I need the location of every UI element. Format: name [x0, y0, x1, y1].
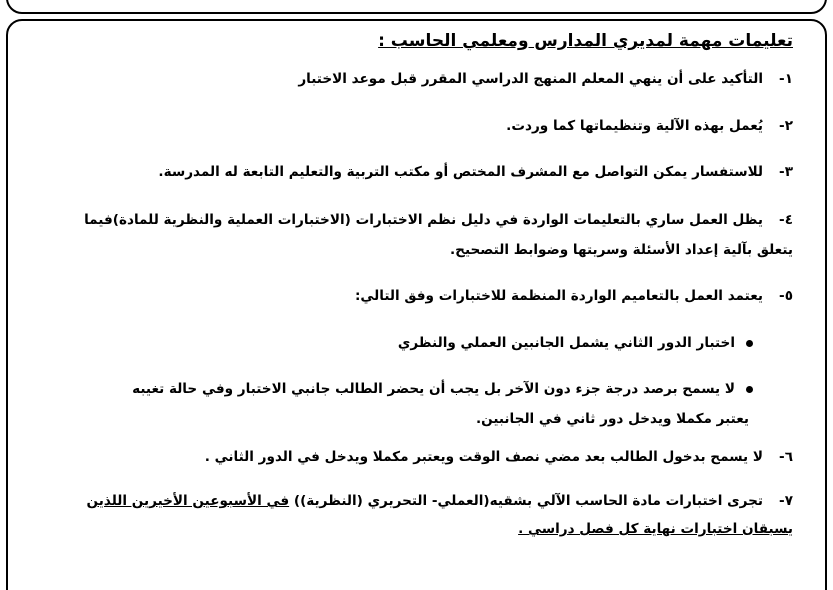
bullet-text-line-1: لا يسمح برصد درجة جزء دون الآخر بل يجب أن يحضر الطالب جانبي الاختبار وفي حالة تغيبه — [132, 381, 735, 397]
item-number: ٥- — [779, 288, 793, 304]
instruction-item-1 — [34, 66, 793, 92]
item-text: للاستفسار يمكن التواصل مع المشرف المختص أو مكتب التربية والتعليم التابعة له المدرسة. — [158, 164, 763, 180]
item-text-underlined: في الأسبوعين الأخيرين اللذين — [86, 493, 290, 509]
page-title: تعليمات مهمة لمديري المدارس ومعلمي الحاسب : — [378, 31, 793, 51]
top-border-frame — [6, 0, 827, 14]
item-text: يعتمد العمل بالتعاميم الواردة المنظمة للاختبارات وفق التالي: — [354, 288, 763, 304]
bullet-item-1 — [34, 330, 793, 356]
instructions-content — [34, 24, 793, 590]
bullet-icon — [746, 340, 753, 347]
instruction-item-5 — [34, 283, 793, 309]
item-number: ٤- — [779, 212, 793, 228]
item-text: لا يسمح بدخول الطالب بعد مضي نصف الوقت ويعتبر مكملا ويدخل في الدور الثاني . — [204, 449, 763, 465]
instruction-item-2 — [34, 113, 793, 139]
item-text-line-1: يظل العمل ساري بالتعليمات الواردة في دليل نظم الاختبارات (الاختبارات العملية والنظرية للمادة)فيما — [84, 212, 763, 228]
item-text-line-2: يسبقان اختبارات نهاية كل فصل دراسي . — [518, 521, 793, 537]
item-text-line-2: يتعلق بآلية إعداد الأسئلة وسريتها وضوابط التصحيح. — [449, 242, 793, 258]
item-text: تجرى اختبارات مادة الحاسب الآلي بشقيه(العملي- التحريري (النظرية)) — [289, 493, 763, 509]
item-number: ٣- — [779, 164, 793, 180]
item-text: يُعمل بهذه الآلية وتنظيماتها كما وردت. — [506, 118, 763, 134]
item-text: التأكيد على أن ينهي المعلم المنهج الدراسي المقرر قبل موعد الاختبار — [298, 71, 763, 87]
item-number: ١- — [779, 71, 793, 87]
item-number: ٦- — [779, 449, 793, 465]
bullet-item-2 — [34, 376, 793, 432]
item-number: ٢- — [779, 118, 793, 134]
bullet-text: اختبار الدور الثاني يشمل الجانبين العملي والنظري — [397, 335, 735, 351]
instruction-item-7 — [34, 488, 793, 542]
item-number: ٧- — [779, 493, 793, 509]
instruction-item-4 — [34, 207, 793, 263]
instruction-item-6 — [34, 444, 793, 470]
bullet-text-line-2: يعتبر مكملا ويدخل دور ثاني في الجانبين. — [475, 411, 749, 427]
bullet-icon — [746, 386, 753, 393]
instruction-item-3 — [34, 159, 793, 185]
